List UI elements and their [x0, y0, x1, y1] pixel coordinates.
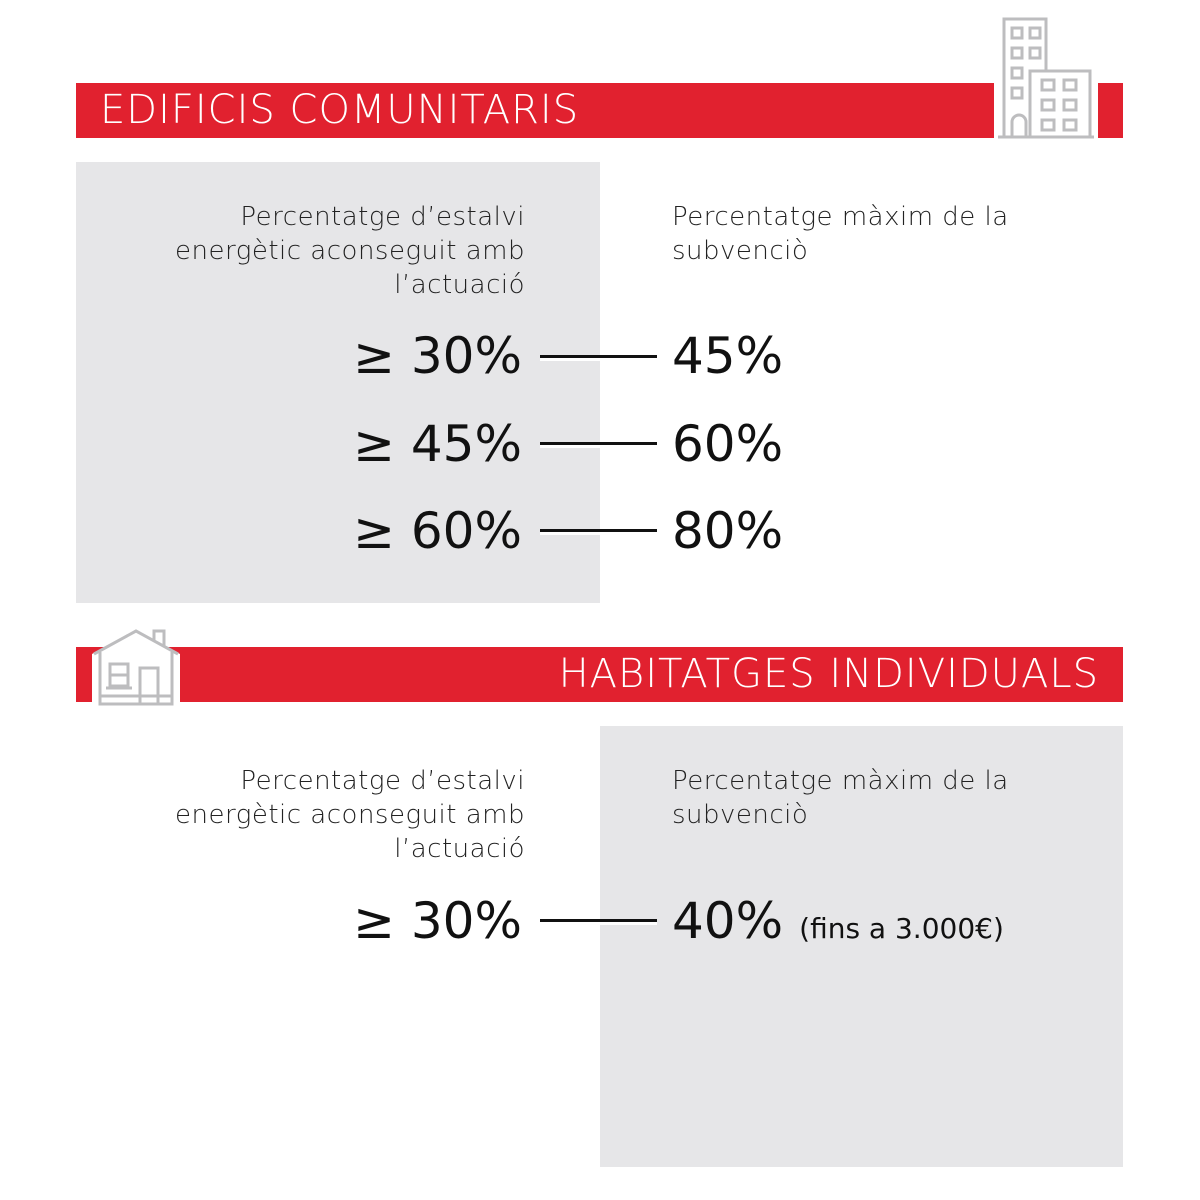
section2-savings-header	[100, 764, 525, 866]
header-line: energètic aconseguit amb	[175, 800, 525, 830]
header-line: Percentatge d’estalvi	[240, 766, 525, 796]
header-line: l’actuació	[394, 270, 525, 300]
connector-line	[540, 529, 657, 532]
header-line: Percentatge d’estalvi	[240, 202, 525, 232]
section1-title: EDIFICIS COMUNITARIS	[100, 87, 580, 133]
header-line: subvenciò	[672, 800, 809, 830]
subsidy-value: 80%	[672, 502, 784, 560]
section1-banner	[76, 83, 1123, 138]
connector-line	[540, 355, 657, 358]
saving-value: ≥ 30%	[353, 892, 522, 950]
header-line: energètic aconseguit amb	[175, 236, 525, 266]
subsidy-value: 45%	[672, 327, 784, 385]
connector-line	[540, 442, 657, 445]
section2-title: HABITATGES INDIVIDUALS	[558, 651, 1099, 697]
header-line: Percentatge màxim de la	[672, 766, 1009, 796]
section2-subsidy-header	[672, 764, 1009, 832]
saving-value: ≥ 30%	[353, 327, 522, 385]
section2-banner	[76, 647, 1123, 702]
section1-savings-header	[100, 200, 525, 302]
subsidy-cap-note: (fins a 3.000€)	[799, 912, 1004, 945]
building-icon	[994, 16, 1098, 140]
saving-value: ≥ 60%	[353, 502, 522, 560]
saving-value: ≥ 45%	[353, 415, 522, 473]
header-line: subvenciò	[672, 236, 809, 266]
connector-line	[540, 919, 657, 922]
subsidy-row	[672, 891, 1004, 959]
header-line: l’actuació	[394, 834, 525, 864]
header-line: Percentatge màxim de la	[672, 202, 1009, 232]
subsidy-value: 40%	[672, 892, 784, 950]
subsidy-value: 60%	[672, 415, 784, 473]
house-icon	[90, 626, 182, 706]
section1-subsidy-header	[672, 200, 1009, 268]
